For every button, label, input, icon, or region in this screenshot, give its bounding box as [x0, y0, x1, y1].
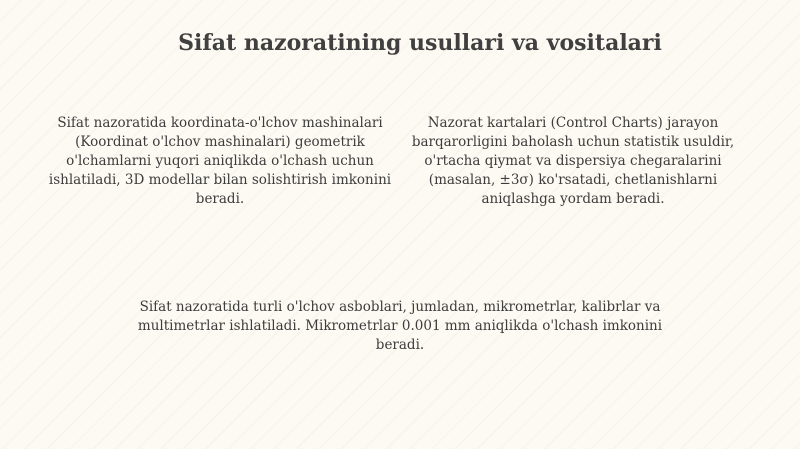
slide-title: Sifat nazoratining usullari va vositalari: [178, 30, 662, 56]
text-block-left: Sifat nazoratida koordinata-o'lchov mashinalari (Koordinat o'lchov mashinalari) geometrik o'lchamlarni yuqori aniqlikda o'lchash uchun ishlatiladi, 3D modellar bilan solishtirish imkonini beradi.: [48, 115, 392, 207]
text-block-right: Nazorat kartalari (Control Charts) jarayon barqarorligini baholash uchun statistik usuldir, o'rtacha qiymat va dispersiya chegaralarini (masalan, ±3σ) ko'rsatadi, chetlanishlarni aniqlashga yordam beradi.: [411, 115, 735, 207]
text-block-bottom: Sifat nazoratida turli o'lchov asboblari, jumladan, mikrometrlar, kalibrlar va multimetrlar ishlatiladi. Mikrometrlar 0.001 mm aniqlikda o'lchash imkonini beradi.: [137, 299, 663, 353]
